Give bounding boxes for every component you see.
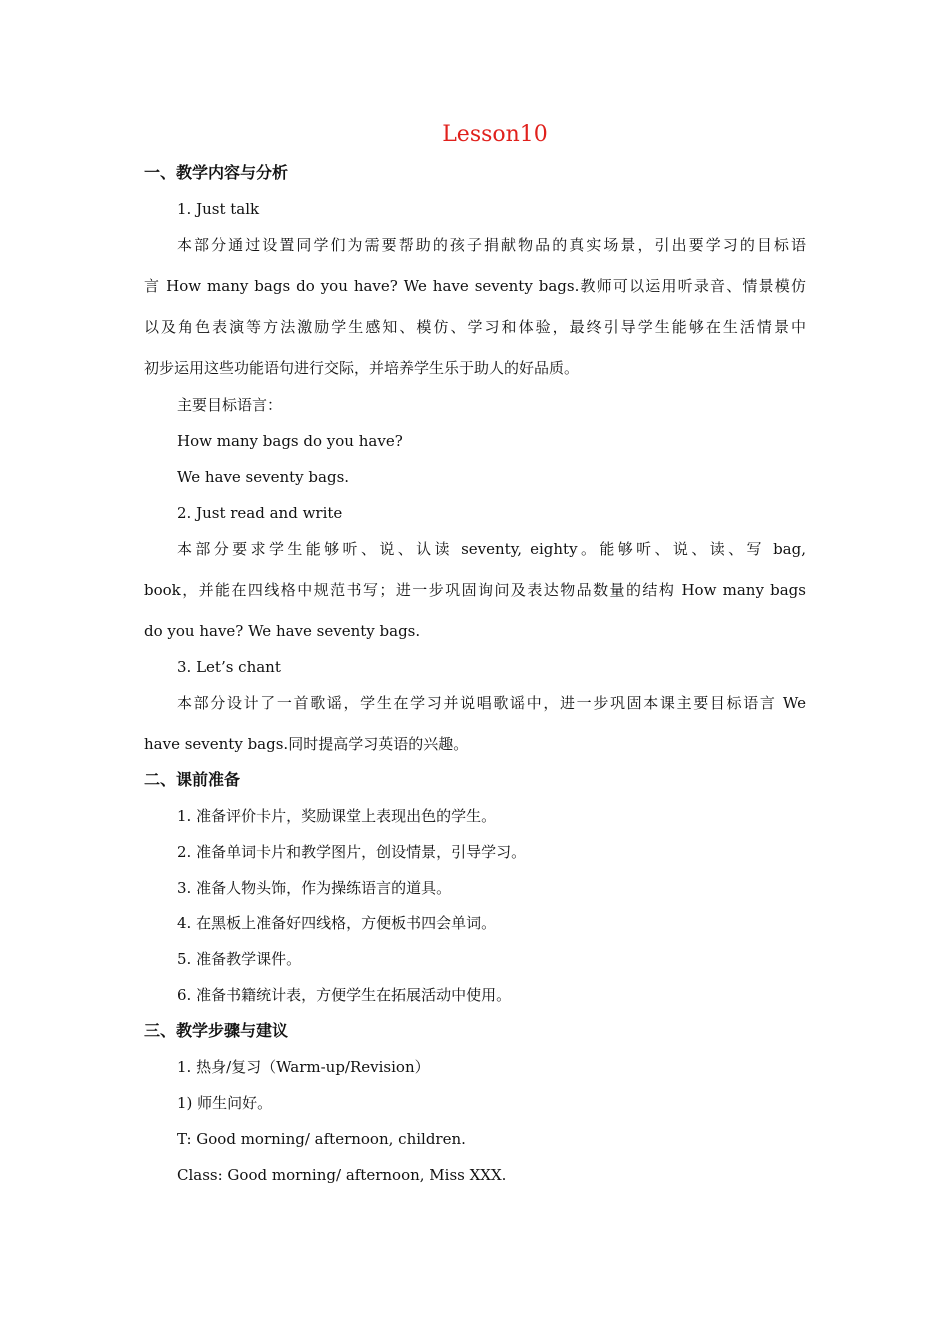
target-language-answer: We have seventy bags.	[177, 468, 350, 486]
paragraph-line: book，并能在四线格中规范书写；进一步巩固询问及表达物品数量的结构 How many bags	[144, 581, 806, 599]
paragraph-line: 本部分设计了一首歌谣，学生在学习并说唱歌谣中，进一步巩固本课主要目标语言 We	[177, 694, 806, 712]
paragraph-line: do you have? We have seventy bags.	[144, 622, 421, 640]
section-heading-content-analysis: 一、教学内容与分析	[144, 163, 289, 182]
step-line: 1) 师生问好。	[177, 1094, 273, 1112]
list-item: 3. 准备人物头饰，作为操练语言的道具。	[177, 879, 452, 897]
paragraph-line: 本部分要求学生能够听、说、认读 seventy, eighty。能够听、说、读、写 bag,	[177, 540, 806, 558]
item-warmup-title: 1. 热身/复习（Warm-up/Revision）	[177, 1058, 430, 1076]
section-heading-preparation: 二、课前准备	[144, 770, 241, 789]
target-language-label: 主要目标语言：	[177, 396, 283, 414]
dialogue-teacher-line: T: Good morning/ afternoon, children.	[177, 1130, 466, 1148]
list-item: 2. 准备单词卡片和教学图片，创设情景，引导学习。	[177, 843, 527, 861]
dialogue-class-line: Class: Good morning/ afternoon, Miss XXX.	[177, 1166, 507, 1184]
list-item: 5. 准备教学课件。	[177, 950, 302, 968]
paragraph-line: 本部分通过设置同学们为需要帮助的孩子捐献物品的真实场景，引出要学习的目标语	[177, 236, 806, 254]
item-chant-title: 3. Let’s chant	[177, 658, 281, 676]
paragraph-line: 初步运用这些功能语句进行交际，并培养学生乐于助人的好品质。	[144, 359, 580, 377]
list-item: 1. 准备评价卡片，奖励课堂上表现出色的学生。	[177, 807, 497, 825]
section-heading-teaching-steps: 三、教学步骤与建议	[144, 1021, 289, 1040]
item-read-write-title: 2. Just read and write	[177, 504, 343, 522]
paragraph-line: have seventy bags.同时提高学习英语的兴趣。	[144, 735, 469, 753]
item-just-talk-title: 1. Just talk	[177, 200, 260, 218]
list-item: 6. 准备书籍统计表，方便学生在拓展活动中使用。	[177, 986, 512, 1004]
paragraph-line: 以及角色表演等方法激励学生感知、模仿、学习和体验，最终引导学生能够在生活情景中	[144, 318, 806, 336]
target-language-question: How many bags do you have?	[177, 432, 403, 450]
list-item: 4. 在黑板上准备好四线格，方便板书四会单词。	[177, 914, 497, 932]
document-title: Lesson10	[442, 122, 548, 147]
paragraph-line: 言 How many bags do you have? We have seventy bags.教师可以运用听录音、情景模仿	[144, 277, 806, 295]
